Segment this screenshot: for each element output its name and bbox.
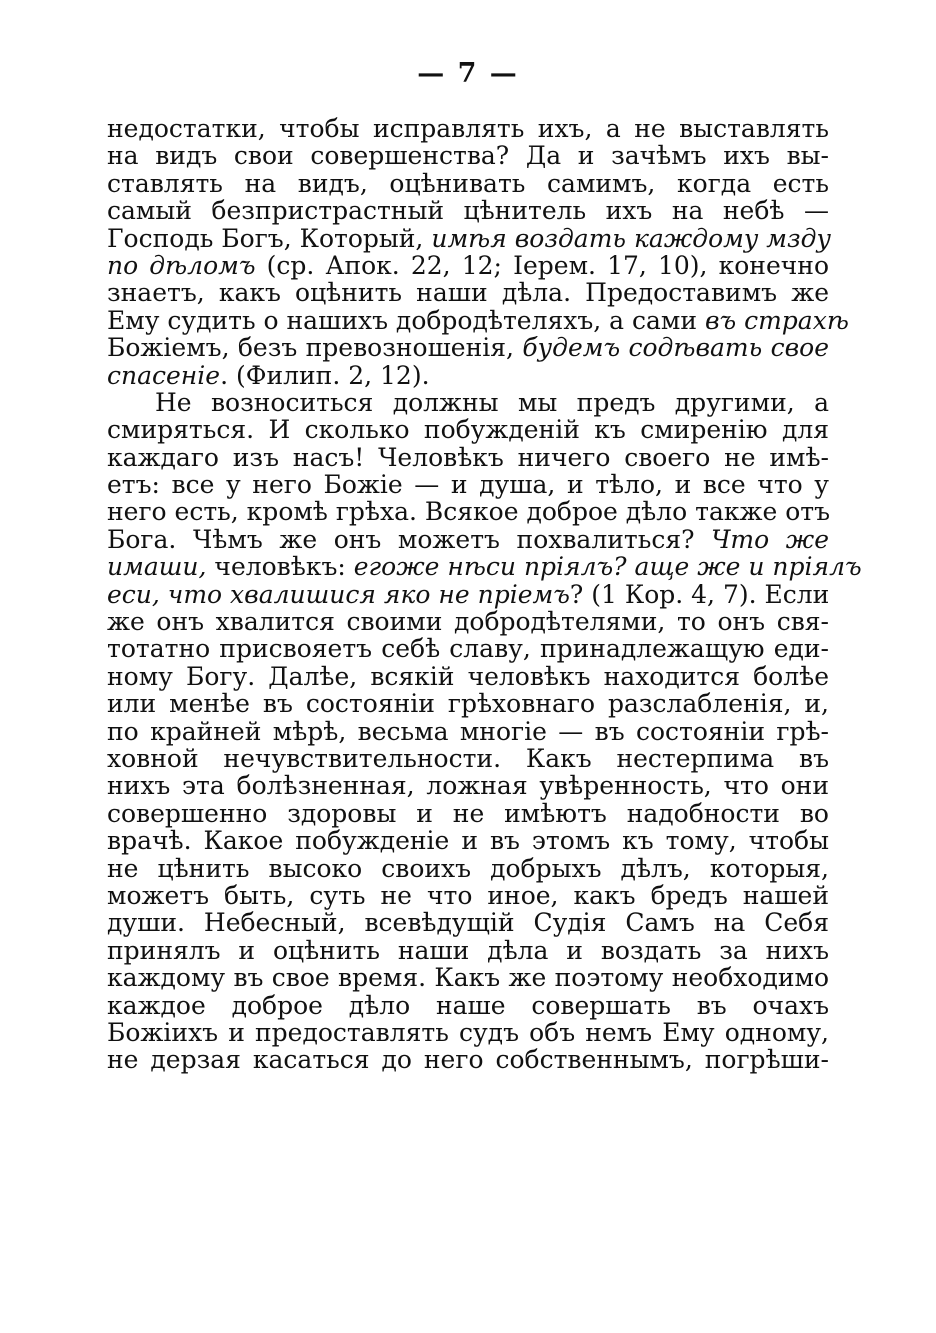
text-run: Господь Богъ, Который,: [107, 223, 432, 253]
text-run: по крайней мѣрѣ, весьма многіе — въ состояніи грѣ-: [107, 716, 829, 746]
text-run: каждое доброе дѣло наше совершать въ очахъ: [107, 990, 829, 1020]
text-line: [107, 223, 832, 253]
page-number: — 7 —: [417, 58, 519, 89]
text-run: же онъ хвалится своими добродѣтелями, то онъ свя-: [107, 607, 829, 637]
text-run: Бога. Чѣмъ же онъ можетъ похвалиться?: [107, 524, 712, 554]
italic-quote: имѣя воздать каждому мзду: [431, 223, 832, 253]
text-line: [107, 690, 829, 717]
text-line: [107, 992, 829, 1019]
text-line: [107, 718, 829, 745]
text-line: [107, 142, 829, 169]
paragraph: [107, 387, 862, 1075]
text-line: [107, 909, 829, 936]
text-line: [107, 552, 862, 582]
text-run: смиряться. И сколько побужденій къ смиренію для: [107, 415, 829, 445]
text-run: тотатно присвояетъ себѣ славу, принадлежащую еди-: [107, 634, 829, 664]
text-line: [107, 827, 829, 854]
text-run: человѣкъ:: [206, 552, 354, 582]
text-line: [107, 800, 829, 827]
text-line: [107, 279, 829, 306]
text-run: ному Богу. Далѣе, всякій человѣкъ находится болѣе: [107, 661, 829, 691]
text-line: [107, 581, 829, 608]
text-run: души. Небесный, всевѣдущій Судія Самъ на Себя: [107, 908, 829, 938]
text-line: [107, 855, 829, 882]
text-line: [107, 444, 829, 471]
italic-quote: еси, что хвалишися яко не пріемъ: [107, 579, 570, 609]
text-line: [107, 334, 829, 361]
text-run: не цѣнить высоко своихъ добрыхъ дѣлъ, которыя,: [107, 853, 829, 883]
text-run: знаетъ, какъ оцѣнить наши дѣла. Предоставимъ же: [107, 278, 829, 308]
text-run: (ср. Апок. 22, 12; Iерем. 17, 10), конечно: [255, 250, 829, 280]
text-run: него есть, кромѣ грѣха. Всякое доброе дѣло также отъ: [107, 497, 830, 527]
text-line: [107, 1019, 829, 1046]
text-run: можетъ быть, суть не что иное, какъ бредъ нашей: [107, 880, 829, 910]
paragraph: [107, 114, 849, 390]
text-run: не дерзая касаться до него собственнымъ, погрѣши-: [107, 1045, 829, 1075]
text-line: [107, 362, 829, 389]
text-run: . (Филип. 2, 12).: [220, 360, 430, 390]
text-line: [107, 663, 829, 690]
text-run: ховной нечувствительности. Какъ нестерпима въ: [107, 743, 829, 773]
text-line: [107, 526, 829, 553]
body-text: [107, 114, 862, 1075]
italic-quote: будемъ содѣвать свое: [522, 333, 829, 363]
text-line: [107, 964, 829, 991]
text-line: [107, 772, 829, 799]
text-run: Божіихъ и предоставлять судъ объ немъ Ему одному,: [107, 1017, 829, 1047]
text-run: нихъ эта болѣзненная, ложная увѣренность, что они: [107, 771, 829, 801]
text-run: самый безпристрастный цѣнитель ихъ на небѣ —: [107, 196, 829, 226]
text-run: Ему судить о нашихъ добродѣтеляхъ, а сами: [107, 305, 705, 335]
text-run: етъ: все у него Божіе — и душа, и тѣло, и все что у: [107, 470, 829, 500]
text-line: [107, 416, 829, 443]
text-line: [107, 498, 829, 525]
italic-quote: по дѣломъ: [107, 250, 256, 280]
text-line: [107, 252, 829, 279]
text-line: [107, 389, 829, 416]
text-run: ставлять на видъ, оцѣнивать самимъ, когда есть: [107, 168, 829, 198]
text-line: [107, 635, 829, 662]
text-run: принялъ и оцѣнить наши дѣла и воздать за нихъ: [107, 935, 829, 965]
text-run: на видъ свои совершенства? Да и зачѣмъ ихъ вы-: [107, 141, 829, 171]
text-line: [107, 608, 829, 635]
text-line: [107, 882, 829, 909]
text-line: [107, 1046, 829, 1073]
text-run: врачѣ. Какое побужденіе и въ этомъ къ тому, чтобы: [107, 826, 829, 856]
italic-quote: Что же: [711, 524, 829, 554]
text-line: [107, 745, 829, 772]
text-run: Не возноситься должны мы предъ другими, а: [155, 387, 829, 417]
text-line: [107, 115, 829, 142]
text-run: совершенно здоровы и не имѣютъ надобности во: [107, 798, 829, 828]
italic-quote: егоже нѣси пріялъ? аще же и пріялъ: [353, 552, 862, 582]
text-line: [107, 197, 829, 224]
text-run: каждаго изъ насъ! Человѣкъ ничего своего не имѣ-: [107, 442, 829, 472]
text-line: [107, 471, 829, 498]
text-run: Божіемъ, безъ превозношенія,: [107, 333, 523, 363]
text-line: [107, 937, 829, 964]
italic-quote: въ страхѣ: [704, 305, 849, 335]
text-line: [107, 170, 829, 197]
text-run: каждому въ свое время. Какъ же поэтому необходимо: [107, 963, 829, 993]
text-run: или менѣе въ состояніи грѣховнаго разслабленія, и,: [107, 689, 829, 719]
italic-quote: имаши,: [107, 552, 207, 582]
italic-quote: спасеніе: [107, 360, 221, 390]
text-run: недостатки, чтобы исправлять ихъ, а не выставлять: [107, 114, 829, 143]
text-run: ? (1 Кор. 4, 7). Если: [569, 579, 830, 609]
text-line: [107, 305, 849, 335]
